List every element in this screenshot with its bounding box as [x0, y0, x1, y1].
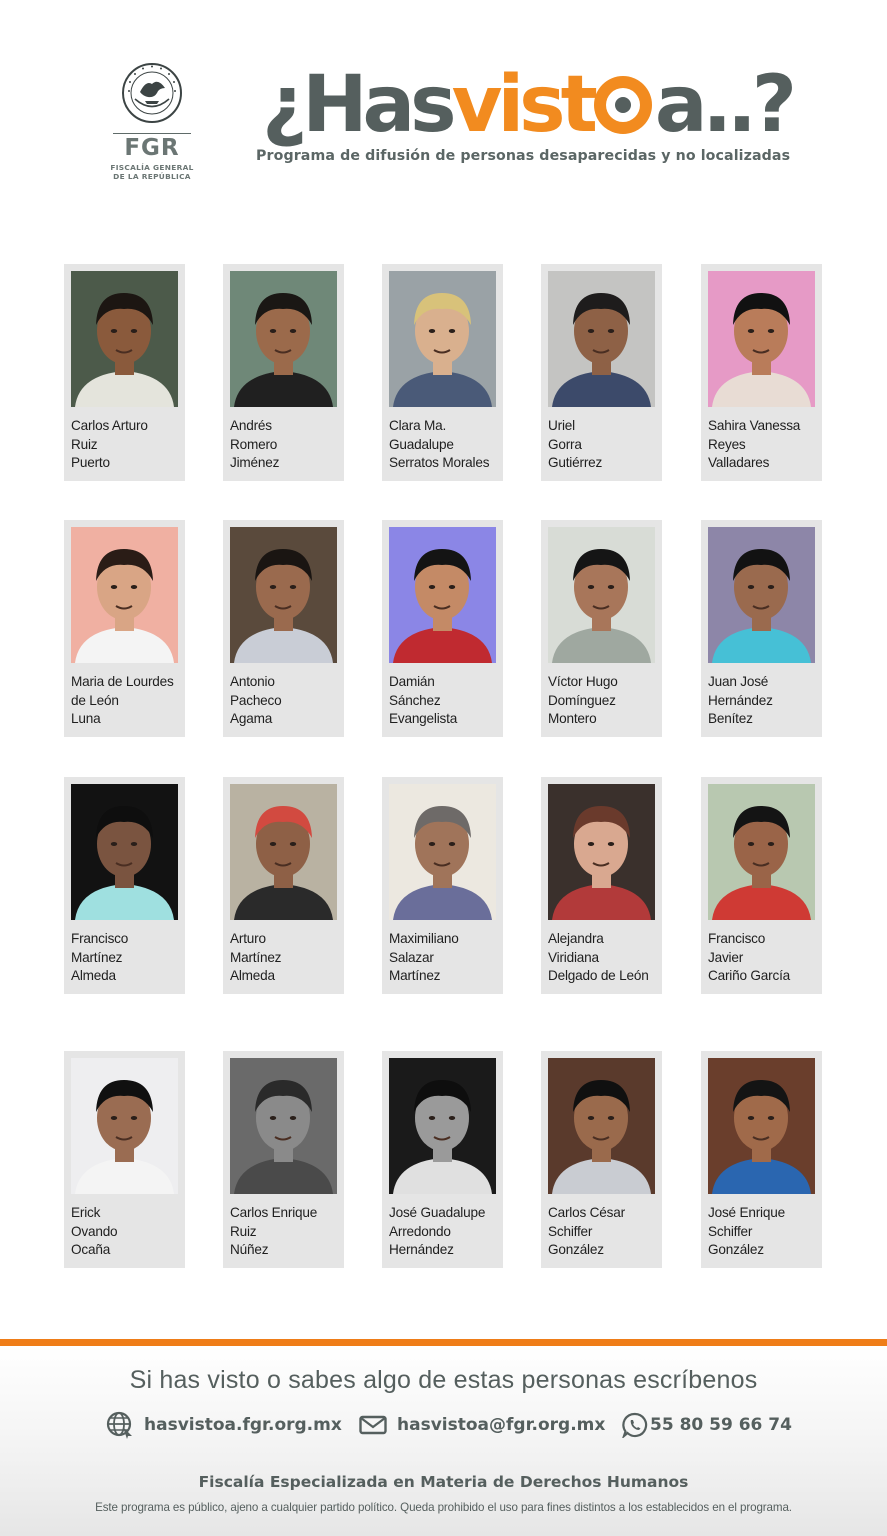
- person-name-line: Domínguez: [548, 692, 616, 708]
- person-name-line: Evangelista: [389, 711, 458, 727]
- program-subtitle: Programa de difusión de personas desaparecidas y no localizadas: [256, 148, 791, 164]
- person-name-line: Valladares: [708, 455, 770, 471]
- person-name-line: Salazar: [389, 949, 434, 965]
- person-name-line: Romero: [230, 436, 278, 452]
- person-name-line: Javier: [708, 949, 744, 965]
- person-card: [64, 1051, 185, 1268]
- call-to-action: Si has visto o sabes algo de estas personas escríbenos: [129, 1366, 758, 1394]
- person-name: [71, 673, 189, 729]
- person-name-line: Almeda: [71, 968, 116, 984]
- person-card: [64, 520, 185, 737]
- person-name-line: Ovando: [71, 1223, 118, 1239]
- person-card: [382, 1051, 503, 1268]
- person-name-line: Víctor Hugo: [548, 674, 618, 689]
- person-name-line: Maria de Lourdes: [71, 674, 174, 689]
- person-name-line: Serratos Morales: [389, 455, 490, 471]
- person-photo: [230, 271, 337, 407]
- person-name: [708, 1204, 826, 1260]
- person-name-line: Montero: [548, 711, 597, 727]
- person-name-line: Andrés: [230, 418, 272, 433]
- person-name-line: Arturo: [230, 931, 266, 946]
- person-name-line: Luna: [71, 711, 101, 727]
- person-name: [548, 417, 666, 473]
- email-link[interactable]: hasvistoa@fgr.org.mx: [397, 1415, 606, 1435]
- person-photo: [708, 271, 815, 407]
- whatsapp-icon: [622, 1412, 648, 1438]
- program-title: [262, 60, 792, 150]
- person-name: [71, 1204, 189, 1260]
- person-name-line: Alejandra: [548, 931, 604, 946]
- person-card: [541, 777, 662, 994]
- logo-divider: [113, 133, 191, 134]
- person-name: [548, 673, 666, 729]
- person-photo: [230, 527, 337, 663]
- person-name: [548, 930, 666, 986]
- person-photo: [708, 527, 815, 663]
- person-name-line: Schiffer: [708, 1223, 753, 1239]
- person-photo: [708, 784, 815, 920]
- person-name-line: Uriel: [548, 418, 575, 433]
- person-name-line: Carlos Enrique: [230, 1205, 318, 1220]
- person-name-line: Clara Ma.: [389, 418, 447, 433]
- person-name-line: Erick: [71, 1205, 101, 1220]
- person-name-line: Arredondo: [389, 1223, 451, 1239]
- eye-icon: [594, 76, 652, 134]
- person-name: [389, 673, 507, 729]
- person-photo: [230, 784, 337, 920]
- person-name-line: Almeda: [230, 968, 275, 984]
- person-photo: [230, 1058, 337, 1194]
- person-name-line: Francisco: [71, 931, 129, 946]
- person-name-line: Cariño García: [708, 968, 791, 984]
- person-name-line: José Enrique: [708, 1205, 785, 1220]
- person-photo: [548, 1058, 655, 1194]
- person-name-line: Agama: [230, 711, 273, 727]
- person-name: [230, 930, 348, 986]
- person-name-line: Antonio: [230, 674, 275, 689]
- person-name-line: Reyes: [708, 436, 746, 452]
- person-name-line: Martínez: [389, 968, 441, 984]
- person-photo: [389, 527, 496, 663]
- person-card: [541, 264, 662, 481]
- person-name-line: Gutiérrez: [548, 455, 603, 471]
- person-card: [64, 264, 185, 481]
- website-contact[interactable]: [106, 1410, 342, 1440]
- person-photo: [389, 784, 496, 920]
- person-name-line: Viridiana: [548, 949, 599, 965]
- organization-name: Fiscalía Especializada en Materia de Derechos Humanos: [198, 1473, 689, 1491]
- person-name-line: Ruiz: [71, 436, 98, 452]
- person-card: [223, 264, 344, 481]
- person-card: [701, 1051, 822, 1268]
- person-name-line: Delgado de León: [548, 968, 649, 984]
- person-card: [64, 777, 185, 994]
- person-name-line: Sahira Vanessa: [708, 418, 801, 433]
- person-name-line: Benítez: [708, 711, 753, 727]
- person-card: [382, 520, 503, 737]
- person-name-line: Carlos César: [548, 1205, 625, 1220]
- person-name-line: José Guadalupe: [389, 1205, 486, 1220]
- person-name-line: González: [548, 1242, 604, 1258]
- person-card: [541, 1051, 662, 1268]
- person-name: [548, 1204, 666, 1260]
- website-link[interactable]: hasvistoa.fgr.org.mx: [144, 1415, 342, 1435]
- person-name-line: Puerto: [71, 455, 110, 471]
- person-photo: [71, 271, 178, 407]
- person-name: [71, 417, 189, 473]
- person-photo: [389, 271, 496, 407]
- person-name-line: Maximiliano: [389, 931, 459, 946]
- person-name-line: Martínez: [71, 949, 123, 965]
- phone-contact[interactable]: [622, 1410, 792, 1440]
- person-name: [389, 417, 507, 473]
- person-name-line: Carlos Arturo: [71, 418, 148, 433]
- person-name-line: Schiffer: [548, 1223, 593, 1239]
- person-name-line: Hernández: [708, 692, 773, 708]
- person-name-line: Sánchez: [389, 692, 441, 708]
- person-name-line: Jiménez: [230, 455, 280, 471]
- person-photo: [548, 271, 655, 407]
- person-card: [701, 520, 822, 737]
- person-photo: [548, 527, 655, 663]
- person-name-line: Gorra: [548, 436, 582, 452]
- person-name-line: González: [708, 1242, 764, 1258]
- person-name: [389, 930, 507, 986]
- person-name: [708, 673, 826, 729]
- person-card: [701, 777, 822, 994]
- person-name-line: Francisco: [708, 931, 766, 946]
- person-name: [230, 673, 348, 729]
- person-card: [541, 520, 662, 737]
- person-card: [223, 1051, 344, 1268]
- person-name-line: Hernández: [389, 1242, 454, 1258]
- fgr-logo: [110, 62, 194, 181]
- agency-name: [110, 163, 194, 181]
- person-name-line: de León: [71, 692, 119, 708]
- envelope-icon: [359, 1414, 387, 1436]
- person-name-line: Ruiz: [230, 1223, 257, 1239]
- person-card: [701, 264, 822, 481]
- person-name: [230, 1204, 348, 1260]
- person-name-line: Núñez: [230, 1242, 269, 1258]
- agency-abbreviation: FGR: [124, 135, 180, 161]
- person-photo: [548, 784, 655, 920]
- globe-icon: [106, 1411, 134, 1439]
- disclaimer: Este programa es público, ajeno a cualquier partido político. Queda prohibido el uso para fines distintos a los establecidos en el programa.: [95, 1501, 792, 1514]
- person-card: [223, 777, 344, 994]
- person-name-line: Ocaña: [71, 1242, 111, 1258]
- person-photo: [71, 784, 178, 920]
- person-name: [230, 417, 348, 473]
- email-contact[interactable]: [359, 1410, 605, 1440]
- person-card: [382, 264, 503, 481]
- person-photo: [708, 1058, 815, 1194]
- person-photo: [71, 1058, 178, 1194]
- eagle-seal-icon: [121, 62, 183, 124]
- agency-name-line-1: FISCALÍA GENERAL: [110, 163, 194, 172]
- phone-number[interactable]: 55 80 59 66 74: [650, 1415, 792, 1435]
- person-name-line: Pacheco: [230, 692, 282, 708]
- person-card: [382, 777, 503, 994]
- person-name-line: Damián: [389, 674, 435, 689]
- person-name-line: Guadalupe: [389, 436, 454, 452]
- person-name-line: Martínez: [230, 949, 282, 965]
- person-name: [708, 930, 826, 986]
- footer-accent-rule: [0, 1339, 887, 1346]
- person-name: [71, 930, 189, 986]
- person-name-line: Juan José: [708, 674, 769, 689]
- agency-name-line-2: DE LA REPÚBLICA: [113, 172, 191, 181]
- title-prefix: ¿Has: [262, 60, 452, 150]
- title-highlight: vist: [451, 60, 593, 150]
- person-name: [389, 1204, 507, 1260]
- title-suffix: a..?: [654, 60, 793, 150]
- person-name: [708, 417, 826, 473]
- person-photo: [71, 527, 178, 663]
- person-card: [223, 520, 344, 737]
- person-photo: [389, 1058, 496, 1194]
